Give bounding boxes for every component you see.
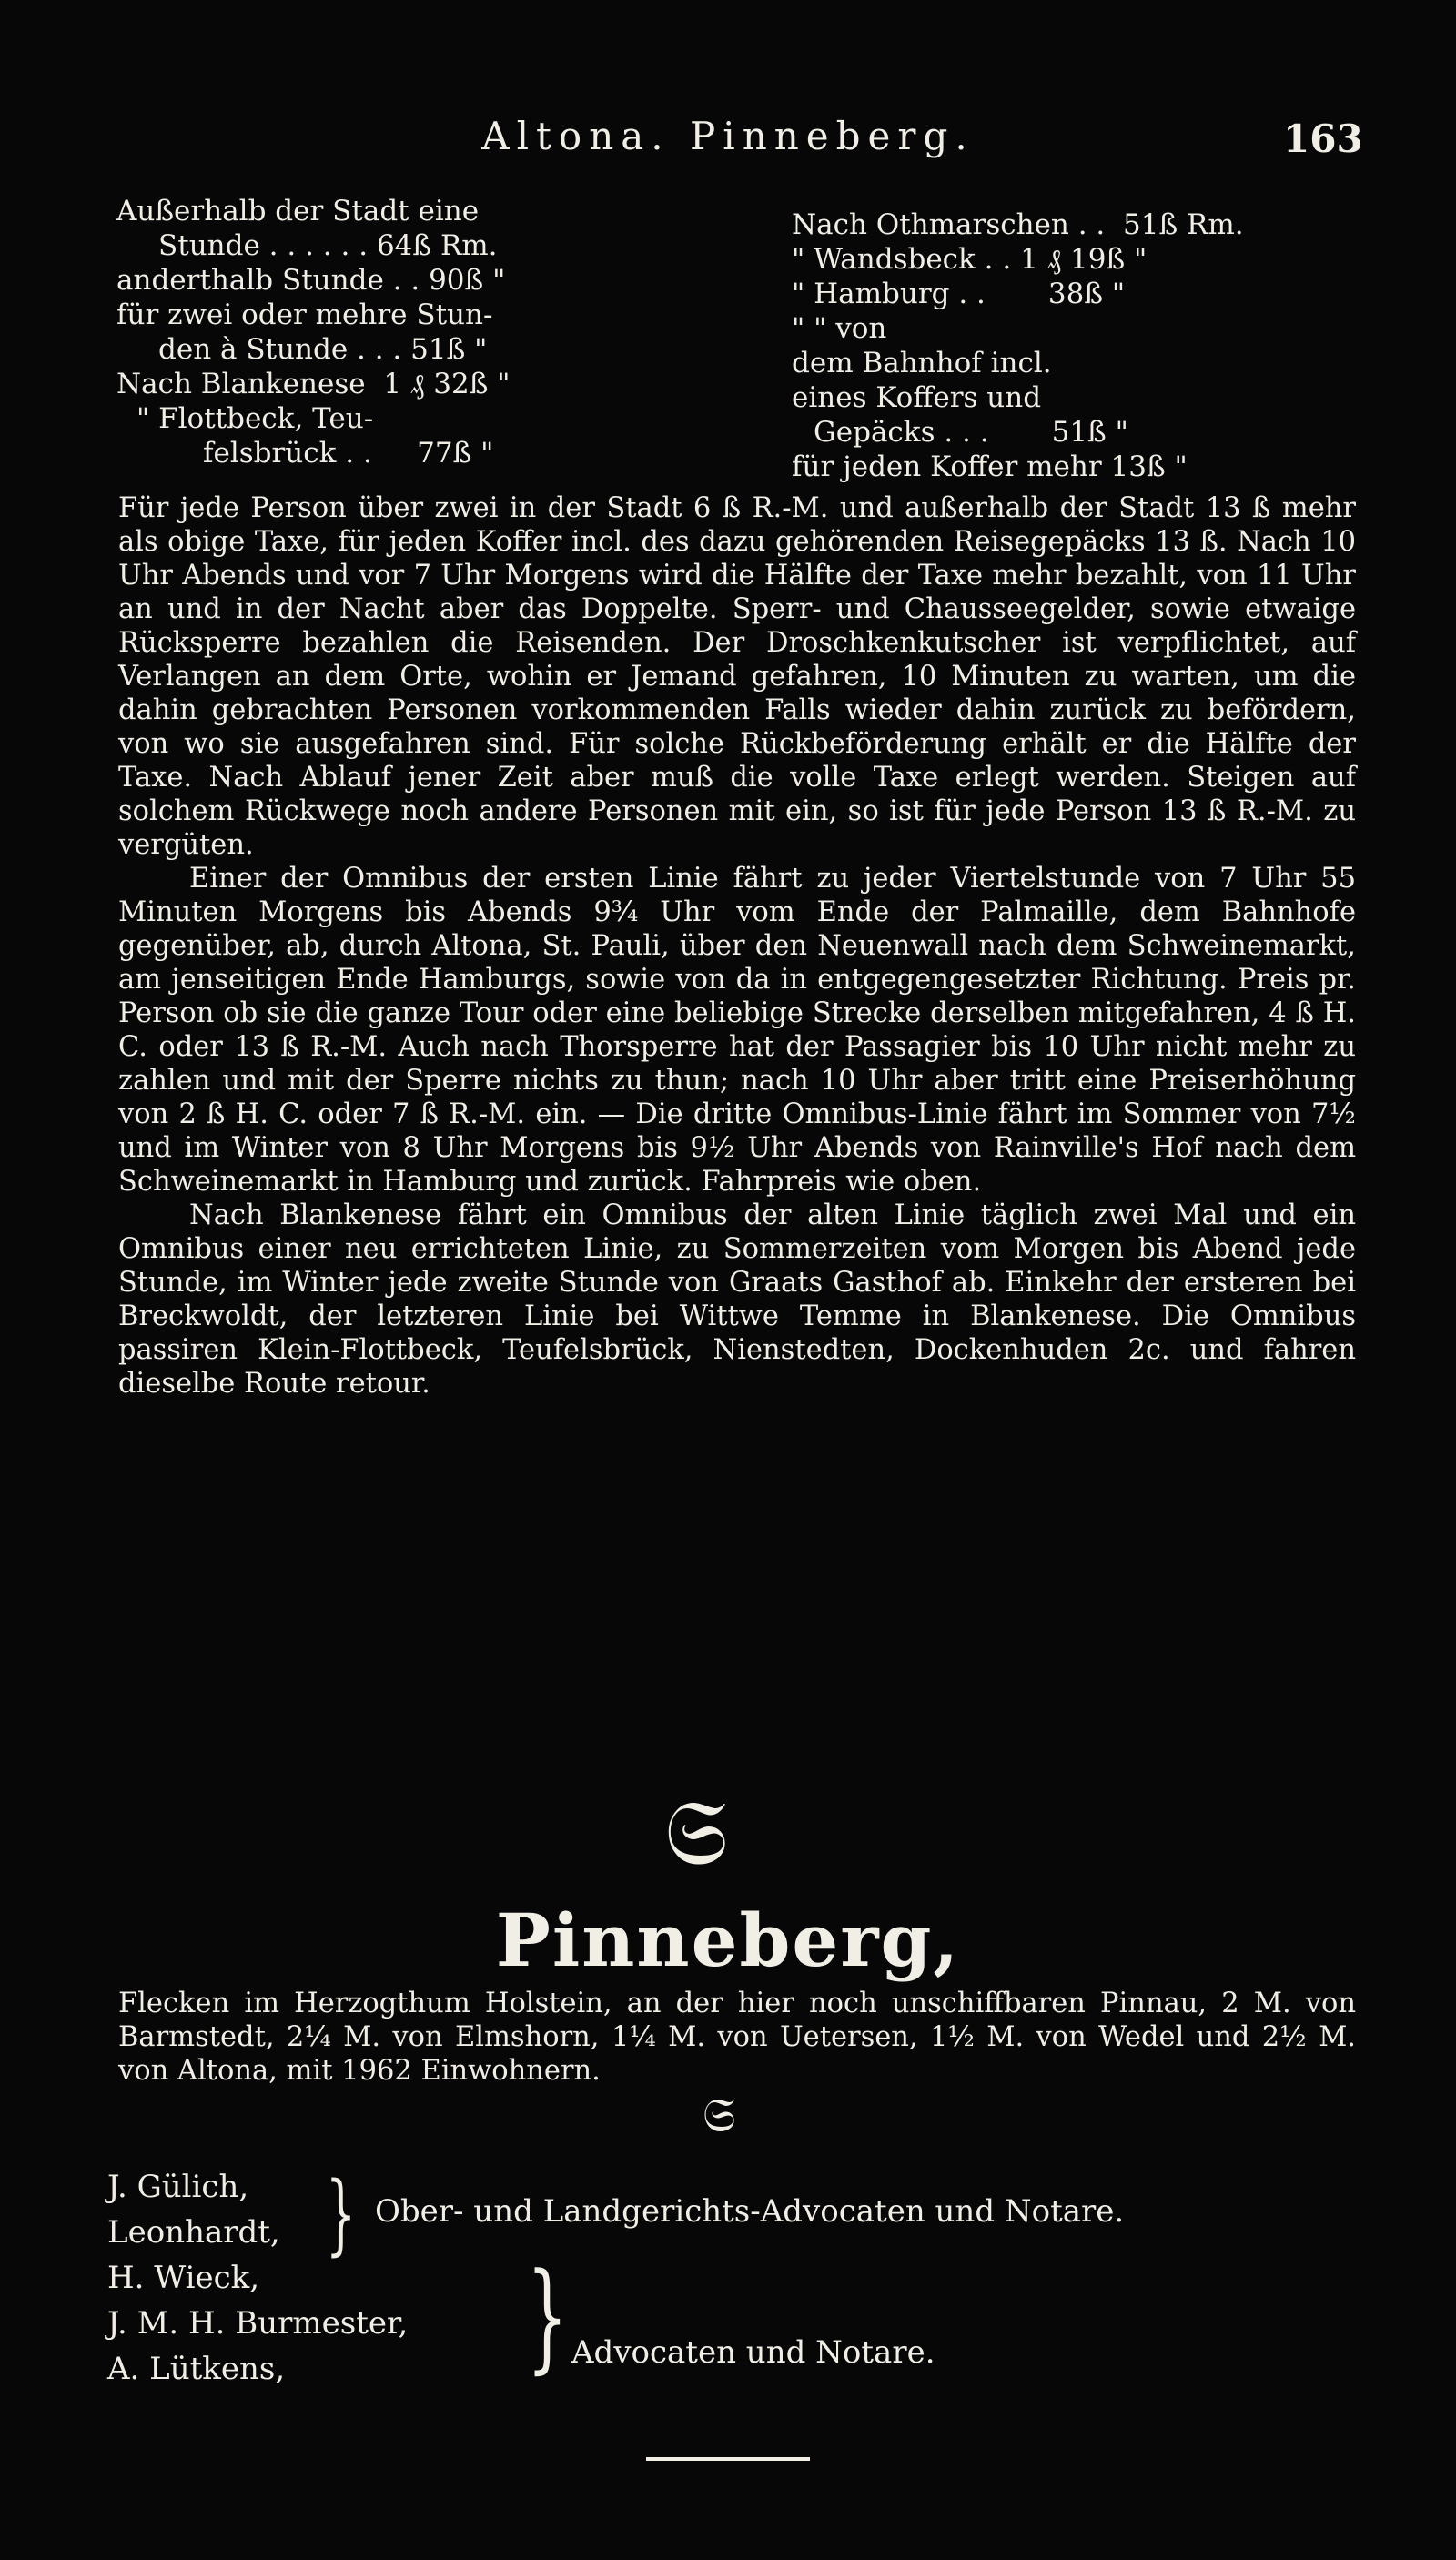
lawyer-names-group2 bbox=[107, 2255, 535, 2392]
lawyer-name: J. M. H. Burmester, bbox=[107, 2305, 409, 2342]
curly-brace-icon: } bbox=[325, 2163, 357, 2265]
fare-row: Gepäcks . . . 51ß " bbox=[814, 416, 1128, 449]
fare-row: anderthalb Stunde . . 90ß " bbox=[116, 264, 506, 297]
small-ornament: 𝔖 bbox=[703, 2089, 736, 2143]
lawyer-name: H. Wieck, bbox=[107, 2260, 260, 2296]
lawyer-name: J. Gülich, bbox=[107, 2169, 249, 2205]
fare-row: " Wandsbeck . . 1 ₰ 19ß " bbox=[792, 243, 1148, 276]
fare-row: " " von bbox=[792, 312, 887, 345]
lawyer-name: Leonhardt, bbox=[107, 2214, 280, 2251]
lawyer-names-group1 bbox=[107, 2164, 317, 2255]
lawyer-role-group1: Ober- und Landgerichts-Advocaten und Notare. bbox=[375, 2193, 1125, 2230]
fare-row: Außerhalb der Stadt eine bbox=[116, 195, 480, 228]
fare-row: für jeden Koffer mehr 13ß " bbox=[792, 450, 1188, 483]
fare-table-left bbox=[116, 194, 699, 471]
lawyer-name: A. Lütkens, bbox=[107, 2351, 286, 2387]
fare-row: eines Koffers und bbox=[792, 381, 1042, 414]
fare-table-right bbox=[792, 207, 1356, 484]
fare-row: Nach Blankenese 1 ₰ 32ß " bbox=[116, 368, 511, 400]
fare-row: dem Bahnhof incl. bbox=[792, 347, 1052, 379]
fare-row: " Flottbeck, Teu- bbox=[136, 402, 374, 435]
section-description: Flecken im Herzogthum Holstein, an der hier noch unschiffbaren Pinnau, 2 M. von Barmstedt, 2¼ M. von Elmshorn, 1¼ M. von Uetersen, 1½ M. von Wedel und 2½ M. von Altona, mit 1962 Einwohnern. bbox=[118, 1988, 1356, 2087]
curly-brace-icon: } bbox=[526, 2247, 569, 2385]
running-head: Altona. Pinneberg. bbox=[481, 114, 975, 158]
fare-row: den à Stunde . . . 51ß " bbox=[158, 333, 488, 366]
page-number: 163 bbox=[1283, 116, 1363, 161]
paragraph-blankenese: Nach Blankenese fährt ein Omnibus der alten Linie täglich zwei Mal und ein Omnibus einer neu errichteten Linie, zu Sommerzeiten vom Morgen bis Abend jede Stunde, im Winter jede zweite Stunde von Graats Gasthof ab. Einkehr der ersteren bei Breckwoldt, der letzteren Linie bei Wittwe Temme in Blankenese. Die Omnibus passiren Klein-Flottbeck, Teufelsbrück, Nienstedten, Dockenhuden 2c. und fahren dieselbe Route retour. bbox=[118, 1199, 1356, 1400]
paragraph-omnibus-lines: Einer der Omnibus der ersten Linie fährt zu jeder Viertelstunde von 7 Uhr 55 Minuten Morgens bis Abends 9¾ Uhr vom Ende der Palmaille, dem Bahnhofe gegenüber, ab, durch Altona, St. Pauli, über den Neuenwall nach dem Schweinemarkt, am jenseitigen Ende Hamburgs, sowie von da in entgegengesetzter Richtung. Preis pr. Person ob sie die ganze Tour oder eine beliebige Strecke derselben mitgefahren, 4 ß H. C. oder 13 ß R.-M. Auch nach Thorsperre hat der Passagier bis 10 Uhr nicht mehr zu zahlen und mit der Sperre nichts zu thun; nach 10 Uhr aber tritt eine Preiserhöhung von 2 ß H. C. oder 7 ß R.-M. ein. — Die dritte Omnibus-Linie fährt im Sommer von 7½ und im Winter von 8 Uhr Morgens bis 9½ Uhr Abends von Rainville's Hof nach dem Schweinemarkt in Hamburg und zurück. Fahrpreis wie oben. bbox=[118, 863, 1356, 1198]
section-title: Pinneberg, bbox=[495, 1897, 961, 1983]
fare-row: Stunde . . . . . . 64ß Rm. bbox=[158, 229, 498, 262]
lawyer-role-group2: Advocaten und Notare. bbox=[571, 2334, 935, 2371]
fare-row: für zwei oder mehre Stun- bbox=[116, 298, 493, 331]
body-text bbox=[118, 491, 1356, 1401]
paragraph-fares: Für jede Person über zwei in der Stadt 6 ß R.-M. und außerhalb der Stadt 13 ß mehr als obige Taxe, für jeden Koffer incl. des dazu gehörenden Reisegepäcks 13 ß. Nach 10 Uhr Abends und vor 7 Uhr Morgens wird die Hälfte der Taxe mehr bezahlt, von 11 Uhr an und in der Nacht aber das Doppelte. Sperr- und Chausseegelder, sowie etwaige Rücksperre bezahlen die Reisenden. Der Droschkenkutscher ist verpflichtet, auf Verlangen an dem Orte, wohin er Jemand gefahren, 10 Minuten zu warten, um die dahin gebrachten Personen vorkommenden Falls wieder dahin zurück zu befördern, von wo sie ausgefahren sind. Für solche Rückbeförderung erhält er die Hälfte der Taxe. Nach Ablauf jener Zeit aber muß die volle Taxe erlegt werden. Steigen auf solchem Rückwege noch andere Personen mit ein, so ist für jede Person 13 ß R.-M. zu vergüten. bbox=[118, 492, 1356, 861]
fare-row: " Hamburg . . 38ß " bbox=[792, 278, 1126, 310]
fare-row: Nach Othmarschen . . 51ß Rm. bbox=[792, 208, 1244, 241]
section-ornament: 𝔖 bbox=[664, 1779, 729, 1886]
fare-row: felsbrück . . 77ß " bbox=[203, 437, 494, 470]
closing-rule bbox=[646, 2457, 810, 2461]
